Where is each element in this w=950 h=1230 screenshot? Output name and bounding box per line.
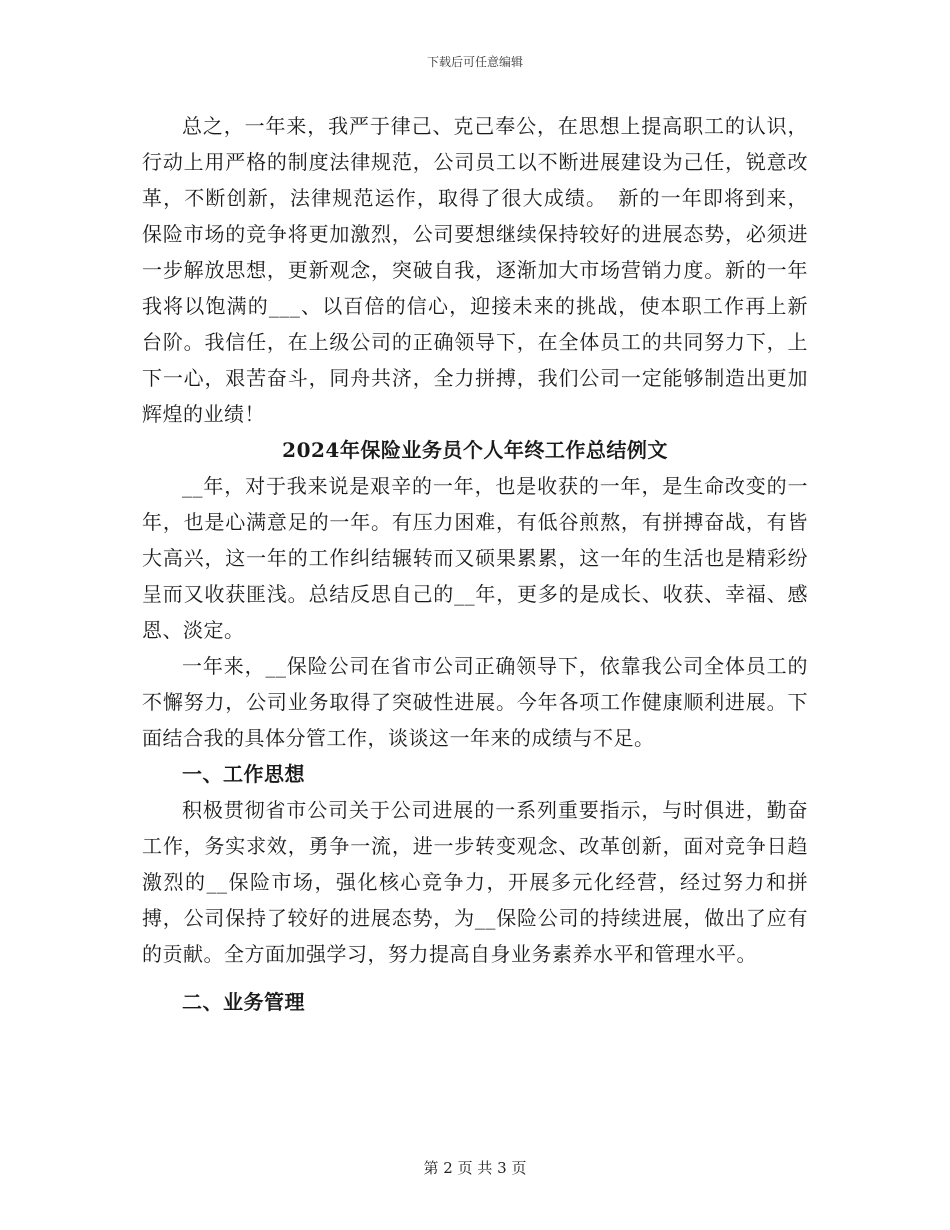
page-number: 第 2 页 共 3 页 <box>423 1159 527 1177</box>
paragraph-intro: __年，对于我来说是艰辛的一年，也是收获的一年，是生命改变的一年，也是心满意足的一年。有压力困难，有低谷煎熬，有拼搏奋战，有皆大高兴，这一年的工作纠结辗转而又硕果累累，这一年的生活也是精彩纷呈而又收获匪浅。总结反思自己的__年，更多的是成长、收获、幸福、感恩、淡定。 <box>142 474 808 642</box>
paragraph-work-thinking: 积极贯彻省市公司关于公司进展的一系列重要指示，与时俱进，勤奋工作，务实求效，勇争一流，进一步转变观念、改革创新，面对竞争日趋激烈的__保险市场，强化核心竞争力，开展多元化经营，经过努力和拼搏，公司保持了较好的进展态势，为__保险公司的持续进展，做出了应有的贡献。全方面加强学习，努力提高自身业务素养水平和管理水平。 <box>142 798 808 966</box>
section-title: 2024年保险业务员个人年终工作总结例文 <box>282 438 668 462</box>
page-header-note: 下载后可任意编辑 <box>426 55 523 69</box>
paragraph-conclusion: 总之，一年来，我严于律己、克己奉公，在思想上提高职工的认识，行动上用严格的制度法律规范，公司员工以不断进展建设为己任，锐意改革，不断创新，法律规范运作，取得了很大成绩。 新的一年即将到来，保险市场的竞争将更加激烈，公司要想继续保持较好的进展态势，必须进一步解放思想，更新观念，突破自我，逐渐加大市场营销力度。新的一年我将以饱满的___、以百倍的信心，迎接未来的挑战，使本职工作再上新台阶。我信任，在上级公司的正确领导下，在全体员工的共同努力下，上下一心，艰苦奋斗，同舟共济，全力拼搏，我们公司一定能够制造出更加辉煌的业绩！ <box>142 114 808 426</box>
heading-business-management: 二、业务管理 <box>182 990 305 1014</box>
heading-work-thinking: 一、工作思想 <box>182 762 305 786</box>
paragraph-overview: 一年来，__保险公司在省市公司正确领导下，依靠我公司全体员工的不懈努力，公司业务取得了突破性进展。今年各项工作健康顺利进展。下面结合我的具体分管工作，谈谈这一年来的成绩与不足。 <box>142 654 808 750</box>
document-body <box>142 108 808 1020</box>
